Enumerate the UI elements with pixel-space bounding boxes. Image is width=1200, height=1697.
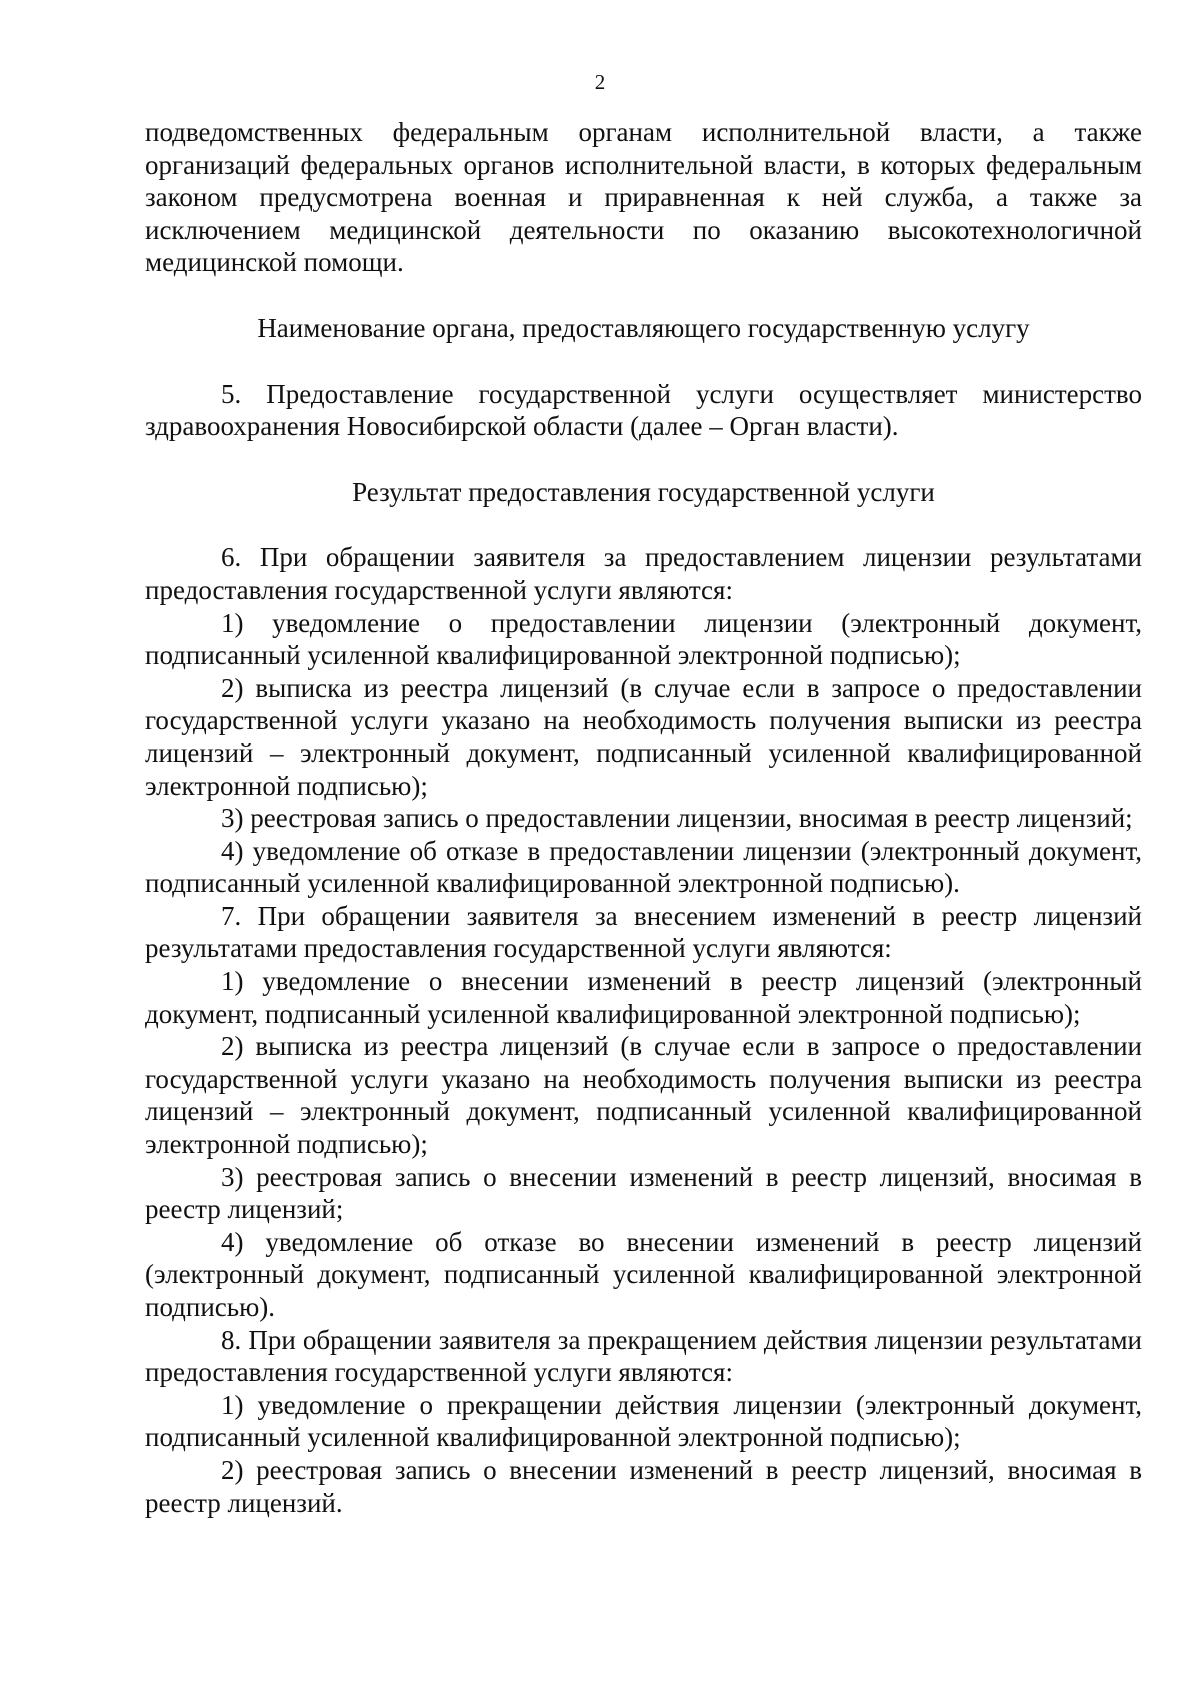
spacer (145, 279, 1142, 312)
item-6-sub-4: 4) уведомление об отказе в предоставлении лицензии (электронный документ, подписанный усиленной квалифицированной электронной подписью). (145, 835, 1142, 899)
item-6-sub-2: 2) выписка из реестра лицензий (в случае если в запросе о предоставлении государственной услуги указано на необходимость получения выписки из реестра лицензий – электронный документ, подписанный усиленной квалифицированной электронной подписью); (145, 672, 1142, 801)
spacer (145, 508, 1142, 541)
item-7-sub-4: 4) уведомление об отказе во внесении изменений в реестр лицензий (электронный документ, подписанный усиленной квалифицированной электронной подписью). (145, 1226, 1142, 1322)
item-8-lead: 8. При обращении заявителя за прекращением действия лицензии результатами предоставления государственной услуги являются: (145, 1324, 1142, 1388)
spacer (145, 443, 1142, 476)
item-6-sub-1: 1) уведомление о предоставлении лицензии (электронный документ, подписанный усиленной квалифицированной электронной подписью); (145, 607, 1142, 671)
item-5-paragraph: 5. Предоставление государственной услуги осуществляет министерство здравоохранения Новосибирской области (далее – Орган власти). (145, 378, 1142, 442)
item-7-sub-3: 3) реестровая запись о внесении изменений в реестр лицензий, вносимая в реестр лицензий; (145, 1161, 1142, 1225)
item-8-sub-2: 2) реестровая запись о внесении изменений в реестр лицензий, вносимая в реестр лицензий. (145, 1454, 1142, 1518)
item-7-sub-2: 2) выписка из реестра лицензий (в случае если в запросе о предоставлении государственной услуги указано на необходимость получения выписки из реестра лицензий – электронный документ, подписанный усиленной квалифицированной электронной подписью); (145, 1031, 1142, 1160)
section-heading-body: Наименование органа, предоставляющего государственную услугу (257, 312, 1030, 343)
item-6-sub-3: 3) реестровая запись о предоставлении лицензии, вносимая в реестр лицензий; (221, 803, 1133, 834)
spacer (145, 345, 1142, 378)
item-6-lead: 6. При обращении заявителя за предоставлением лицензии результатами предоставления государственной услуги являются: (145, 542, 1142, 605)
intro-paragraph: подведомственных федеральным органам исполнительной власти, а также организаций федеральных органов исполнительной власти, в которых федеральным законом предусмотрена военная и приравненная к ней служба, а также за исключением медицинской деятельности по оказанию высокотехнологичной медицинской помощи. (145, 117, 1142, 278)
item-8-sub-1: 1) уведомление о прекращении действия лицензии (электронный документ, подписанный усиленной квалифицированной электронной подписью); (145, 1389, 1142, 1453)
item-7-lead: 7. При обращении заявителя за внесением изменений в реестр лицензий результатами предоставления государственной услуги являются: (145, 900, 1142, 964)
item-7-sub-1: 1) уведомление о внесении изменений в реестр лицензий (электронный документ, подписанный усиленной квалифицированной электронной подписью); (145, 966, 1142, 1029)
section-heading-result: Результат предоставления государственной услуги (352, 476, 935, 507)
page-number: 2 (594, 70, 606, 94)
document-body (145, 116, 1142, 1519)
